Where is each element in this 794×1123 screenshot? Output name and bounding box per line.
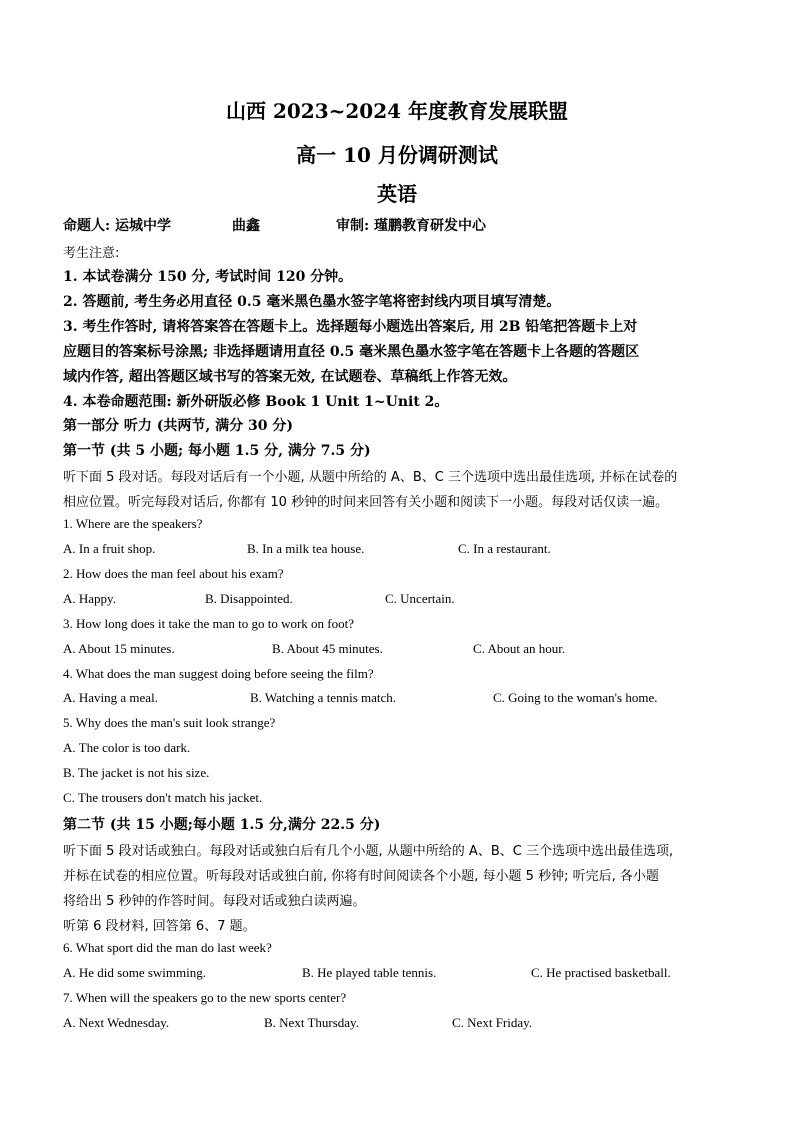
question-2-option-a: A. Happy.: [63, 591, 116, 606]
section2-heading: 第二节 (共 15 小题;每小题 1.5 分,满分 22.5 分): [63, 817, 381, 833]
question-7-option-c: C. Next Friday.: [452, 1015, 533, 1030]
question-3-stem: 3. How long does it take the man to go to work on foot?: [63, 616, 355, 631]
question-6-option-c: C. He practised basketball.: [531, 965, 671, 980]
section2-instruction-3: 将给出 5 秒钟的作答时间。每段对话或独白读两遍。: [63, 894, 366, 909]
question-7-option-a: A. Next Wednesday.: [63, 1015, 170, 1030]
question-3-option-c: C. About an hour.: [473, 641, 566, 656]
question-1-option-c: C. In a restaurant.: [458, 541, 551, 556]
note-3-line-2: 应题目的答案标号涂黑; 非选择题请用直径 0.5 毫米黑色墨水签字笔在答题卡上各题的答题区: [63, 344, 640, 360]
question-6-option-a: A. He did some swimming.: [63, 965, 206, 980]
question-4-stem: 4. What does the man suggest doing before seeing the film?: [63, 666, 374, 681]
note-1: 1. 本试卷满分 150 分, 考试时间 120 分钟。: [63, 269, 353, 285]
note-4: 4. 本卷命题范围: 新外研版必修 Book 1 Unit 1~Unit 2。: [63, 394, 449, 410]
question-7-stem: 7. When will the speakers go to the new sports center?: [63, 990, 347, 1005]
section1-heading: 第一节 (共 5 小题; 每小题 1.5 分, 满分 7.5 分): [63, 443, 371, 459]
proposer-label: 命题人: 运城中学: [63, 218, 172, 234]
question-5-option-c: C. The trousers don't match his jacket.: [63, 790, 263, 805]
question-3-option-b: B. About 45 minutes.: [272, 641, 383, 656]
question-6-stem: 6. What sport did the man do last week?: [63, 940, 272, 955]
notes-heading: 考生注意:: [63, 246, 120, 261]
question-6-option-b: B. He played table tennis.: [302, 965, 437, 980]
question-5-option-b: B. The jacket is not his size.: [63, 765, 210, 780]
section1-instruction-1: 听下面 5 段对话。每段对话后有一个小题, 从题中所给的 A、B、C 三个选项中选出最佳选项, 并标在试卷的: [63, 470, 678, 485]
section2-instruction-2: 并标在试卷的相应位置。听每段对话或独白前, 你将有时间阅读各个小题, 每小题 5 秒钟; 听完后, 各小题: [63, 869, 659, 884]
question-2-stem: 2. How does the man feel about his exam?: [63, 566, 284, 581]
note-3-line-3: 域内作答, 超出答题区域书写的答案无效, 在试题卷、草稿纸上作答无效。: [63, 369, 517, 385]
question-4-option-b: B. Watching a tennis match.: [250, 690, 397, 705]
part1-heading: 第一部分 听力 (共两节, 满分 30 分): [63, 418, 293, 434]
question-7-option-b: B. Next Thursday.: [264, 1015, 359, 1030]
note-3-line-1: 3. 考生作答时, 请将答案答在答题卡上。选择题每小题选出答案后, 用 2B 铅笔把答题卡上对: [63, 319, 638, 335]
question-3-option-a: A. About 15 minutes.: [63, 641, 175, 656]
question-1-option-b: B. In a milk tea house.: [247, 541, 365, 556]
proposer-name: 曲鑫: [232, 218, 260, 234]
question-4-option-a: A. Having a meal.: [63, 690, 158, 705]
question-2-option-b: B. Disappointed.: [205, 591, 293, 606]
material-6-instruction: 听第 6 段材料, 回答第 6、7 题。: [63, 919, 256, 934]
exam-subtitle: 高一 10 月份调研测试: [296, 143, 498, 167]
question-1-stem: 1. Where are the speakers?: [63, 516, 203, 531]
exam-subject: 英语: [377, 182, 417, 206]
question-5-option-a: A. The color is too dark.: [63, 740, 191, 755]
note-2: 2. 答题前, 考生务必用直径 0.5 毫米黑色墨水签字笔将密封线内项目填写清楚。: [63, 294, 561, 310]
section2-instruction-1: 听下面 5 段对话或独白。每段对话或独白后有几个小题, 从题中所给的 A、B、C 三个选项中选出最佳选项,: [63, 844, 674, 859]
question-2-option-c: C. Uncertain.: [385, 591, 455, 606]
section1-instruction-2: 相应位置。听完每段对话后, 你都有 10 秒钟的时间来回答有关小题和阅读下一小题。每段对话仅读一遍。: [63, 495, 669, 510]
review-credit: 审制: 瑾鹏教育研发中心: [336, 218, 487, 234]
question-4-option-c: C. Going to the woman's home.: [493, 690, 658, 705]
exam-title: 山西 2023~2024 年度教育发展联盟: [225, 99, 568, 123]
question-5-stem: 5. Why does the man's suit look strange?: [63, 715, 276, 730]
question-1-option-a: A. In a fruit shop.: [63, 541, 156, 556]
